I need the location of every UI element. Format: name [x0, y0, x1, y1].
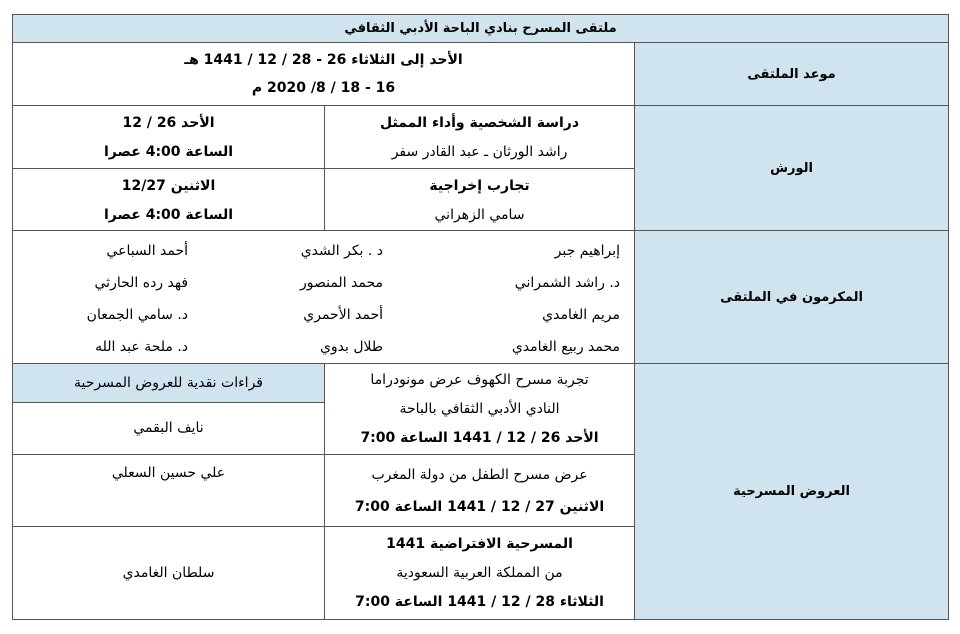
performance-2-date: الاثنين 27 / 12 / 1441 الساعة 7:00 — [354, 498, 605, 515]
workshop-1-time: الساعة 4:00 عصرا — [103, 144, 234, 160]
workshop-2-time: الساعة 4:00 عصرا — [103, 206, 234, 223]
critic-3-name: سلطان الغامدي — [13, 527, 325, 620]
performance-1-date: الأحد 26 / 12 / 1441 الساعة 7:00 — [360, 429, 599, 446]
workshop-1-presenters: راشد الورثان ـ عبد القادر سفر — [391, 144, 568, 160]
date-label: موعد الملتقى — [635, 43, 949, 106]
honoree-name: د. راشد الشمراني — [514, 275, 621, 291]
critic-1-name: نايف البقمي — [133, 420, 204, 437]
honoree-name: مريم الغامدي — [542, 307, 621, 323]
performance-3 — [325, 527, 635, 620]
workshop-2-title: تجارب إخراجية — [429, 177, 530, 194]
workshop-2-info — [325, 169, 635, 231]
critic-2-cell — [13, 455, 325, 527]
honorees-label: المكرمون في الملتقى — [635, 231, 949, 364]
workshops-label: الورش — [635, 106, 949, 231]
honoree-name: محمد المنصور — [299, 275, 384, 291]
workshop-1-info — [325, 106, 635, 169]
workshop-1-schedule — [13, 106, 325, 169]
workshop-2-schedule — [13, 169, 325, 231]
honoree-name: د . بكر الشدي — [300, 243, 384, 259]
performance-3-origin: من المملكة العربية السعودية — [396, 564, 563, 581]
workshop-1-title: دراسة الشخصية وأداء الممثل — [380, 115, 580, 131]
critic-1-cell — [13, 364, 325, 455]
performance-2 — [325, 455, 635, 527]
workshop-2-presenters: سامي الزهراني — [434, 206, 525, 223]
performance-1-title: تجربة مسرح الكهوف عرض مونودراما — [370, 371, 589, 388]
performance-3-title: المسرحية الافتراضية 1441 — [386, 535, 573, 552]
performance-1 — [325, 364, 635, 455]
performance-3-date: الثلاثاء 28 / 12 / 1441 الساعة 7:00 — [355, 593, 604, 610]
honoree-name: طلال بدوي — [319, 339, 384, 355]
honoree-name: د. سامي الجمعان — [86, 307, 189, 323]
table-title: ملتقى المسرح بنادي الباحة الأدبي الثقافي — [13, 15, 949, 43]
critics-header: قراءات نقدية للعروض المسرحية — [13, 364, 324, 402]
workshop-2-day: الاثنين 12/27 — [121, 177, 216, 194]
critic-1-inner — [13, 364, 324, 454]
honorees-grid — [13, 231, 634, 363]
date-gregorian: 16 - 18 / 8/ 2020 م — [251, 80, 396, 96]
honoree-name: أحمد السباعي — [106, 243, 189, 259]
date-hijri: الأحد إلى الثلاثاء 26 - 28 / 12 / 1441 هـ — [184, 52, 463, 68]
honoree-name: فهد رده الحارثي — [94, 275, 189, 291]
performance-1-venue: النادي الأدبي الثقافي بالباحة — [399, 400, 560, 417]
honoree-name: محمد ربيع الغامدي — [511, 339, 621, 355]
performance-2-title: عرض مسرح الطفل من دولة المغرب — [371, 466, 588, 483]
date-cell — [13, 43, 635, 106]
honorees-cell — [13, 231, 635, 364]
program-table — [12, 14, 949, 620]
honoree-name: أحمد الأحمري — [303, 307, 384, 323]
honoree-name: د. ملحة عبد الله — [95, 339, 189, 355]
performances-label: العروض المسرحية — [635, 364, 949, 620]
workshop-1-day: الأحد 26 / 12 — [122, 115, 215, 131]
honoree-name: إبراهيم جبر — [554, 243, 621, 259]
critic-2-name: علي حسين السعلي — [111, 465, 226, 481]
